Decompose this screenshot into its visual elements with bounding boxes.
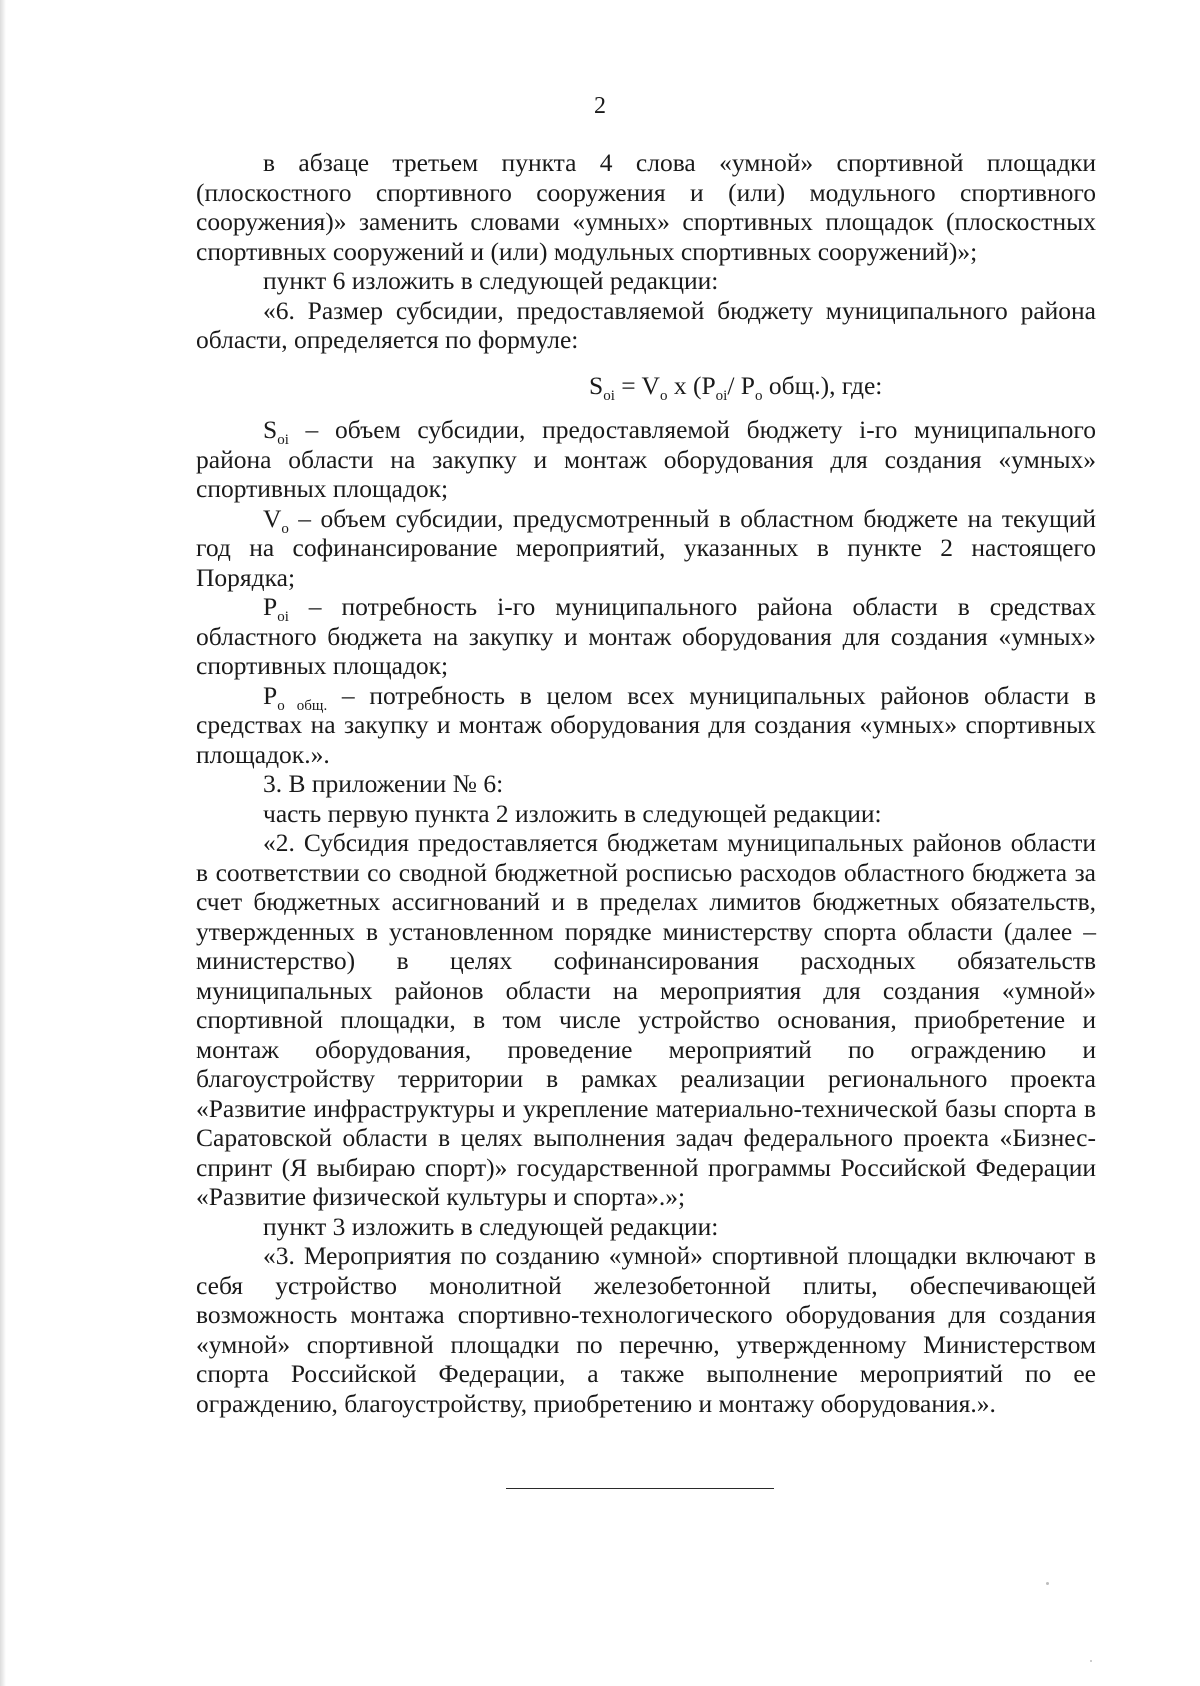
page-number: 2 (594, 93, 606, 119)
scan-speck (1046, 1582, 1049, 1585)
definition-symbol: S (263, 415, 278, 444)
paragraph-point-3-text: «3. Мероприятия по созданию «умной» спортивной площадки включают в себя устройство монолитной железобетонной плиты, обеспечивающей возможность монтажа спортивно-технологического оборудования для создания «умной» спортивной площадки по перечню, утвержденному Министерством спорта Российской Федерации, а также выполнение мероприятий по ее ограждению, благоустройству, приобретению и монтажу оборудования.». (196, 1241, 1096, 1418)
formula-v-sub: o (659, 387, 668, 404)
definition-symbol: P (263, 680, 278, 710)
definition-v-o (196, 504, 1096, 593)
definition-symbol-sub: oi (277, 609, 289, 626)
formula-p2-sub: o (754, 387, 763, 404)
end-of-text-rule (506, 1488, 774, 1489)
formula-eq-v: = V (614, 370, 660, 400)
definition-p-o-total (196, 681, 1096, 770)
definition-symbol: V (263, 503, 282, 533)
formula-p-sub: oi (715, 387, 728, 404)
formula-mid: x (P (667, 370, 716, 400)
definition-s-oi (196, 415, 1096, 504)
paragraph-point-3-intro: пункт 3 изложить в следующей редакции: (263, 1211, 719, 1241)
formula-s-sub: oi (603, 387, 615, 404)
paragraph-point-2-text: «2. Субсидия предоставляется бюджетам муниципальных районов области в соответствии со сводной бюджетной росписью расходов областного бюджета за счет бюджетных ассигнований и в пределах лимитов бюджетных обязательств, утвержденных в установленном порядке министерству спорта области (далее – министерство) в целях софинансирования расходных обязательств муниципальных районов области на мероприятия для создания «умной» спортивной площадки, в том числе устройство основания, приобретение и монтаж оборудования, проведение мероприятий по ограждению и благоустройству территории в рамках реализации регионального проекта «Развитие инфраструктуры и укрепление материально-технической базы спорта в Саратовской области в целях выполнения задач федерального проекта «Бизнес-спринт (Я выбираю спорт)» государственной программы Российской Федерации «Развитие физической культуры и спорта».»; (196, 828, 1096, 1211)
scan-speck (1090, 1660, 1092, 1662)
definition-text: – потребность i-го муниципального района области в средствах областного бюджета на закупку и монтаж оборудования для создания «умных» спортивных площадок; (196, 592, 1096, 680)
paragraph-2: пункт 6 изложить в следующей редакции: (263, 266, 719, 295)
definition-symbol: P (263, 592, 278, 621)
paragraph-part-one-point-2: часть первую пункта 2 изложить в следующей редакции: (263, 798, 882, 828)
paragraph-appendix-6: 3. В приложении № 6: (263, 769, 504, 798)
definition-text: – потребность в целом всех муниципальных районов области в средствах на закупку и монтаж оборудования для создания «умных» спортивных площадок.». (196, 680, 1097, 769)
formula-slash: / P (727, 370, 755, 400)
definition-symbol-sub: o общ. (277, 697, 328, 714)
formula-s: S (589, 370, 604, 400)
definition-text: – объем субсидии, предусмотренный в областном бюджете на текущий год на софинансирование мероприятий, указанных в пункте 2 настоящего Порядка; (196, 503, 1096, 592)
definition-symbol-sub: oi (277, 432, 289, 449)
formula-tail: общ.), где: (762, 370, 883, 400)
definition-text: – объем субсидии, предоставляемой бюджету i-го муниципального района области на закупку и монтаж оборудования для создания «умных» спортивных площадок; (196, 415, 1096, 503)
definition-symbol-sub: o (281, 520, 289, 537)
document-body (196, 148, 1096, 1418)
paragraph-3: «6. Размер субсидии, предоставляемой бюджету муниципального района области, определяется по формуле: (196, 295, 1096, 354)
scan-edge-shadow (0, 0, 6, 1686)
definition-p-oi (196, 592, 1096, 681)
subsidy-formula (196, 370, 1096, 404)
paragraph-1: в абзаце третьем пункта 4 слова «умной» спортивной площадки (плоскостного спортивного сооружения и (или) модульного спортивного сооружения)» заменить словами «умных» спортивных площадок (плоскостных спортивных сооружений и (или) модульных спортивных сооружений)»; (196, 148, 1096, 266)
